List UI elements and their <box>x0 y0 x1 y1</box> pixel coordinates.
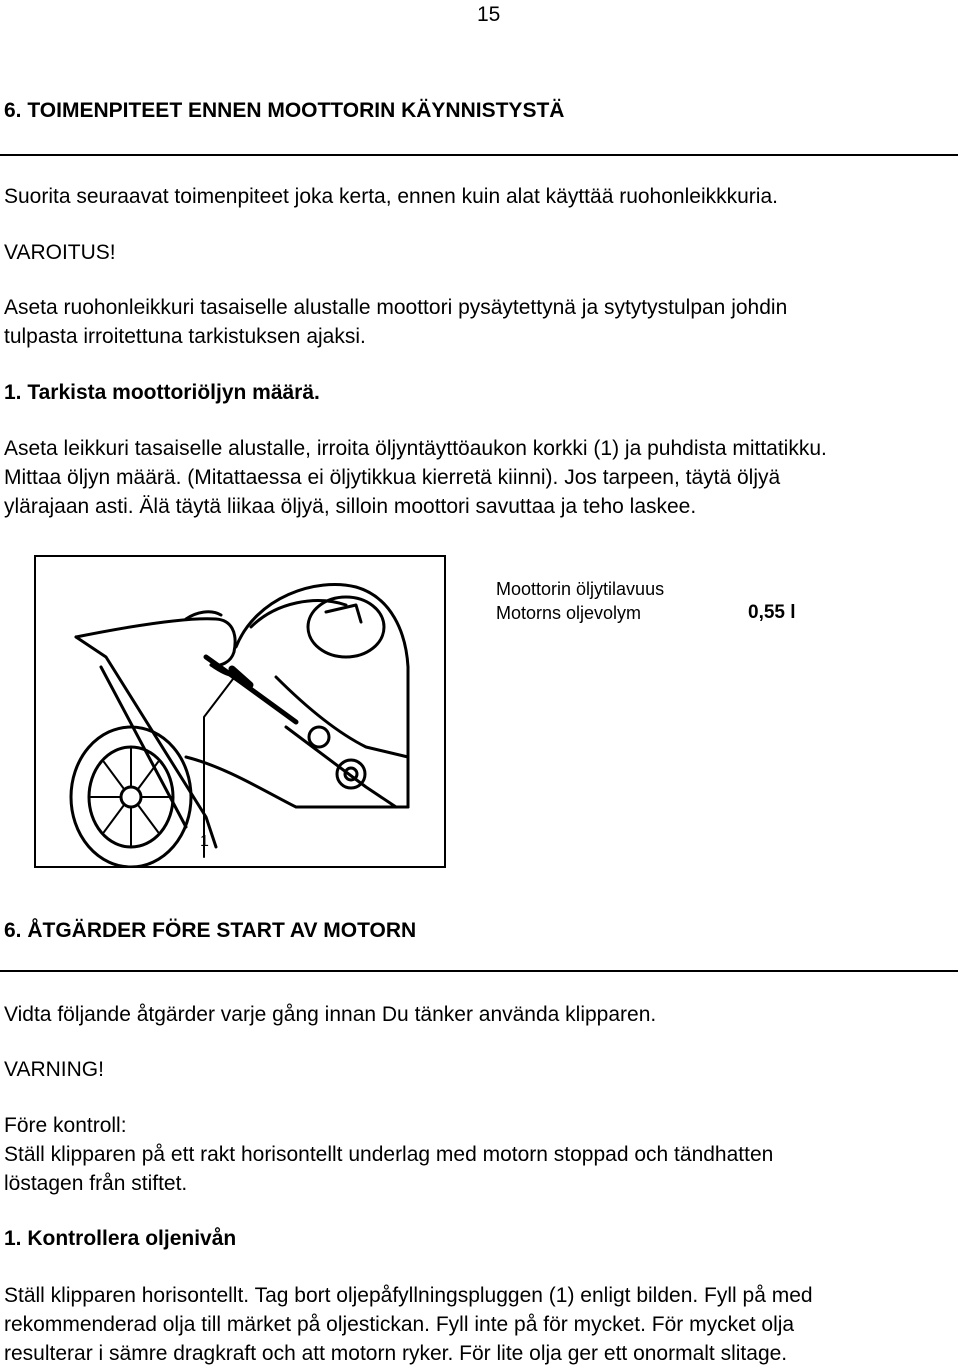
warning-line-fi-2: tulpasta irroitettuna tarkistuksen ajaksi. <box>4 325 366 348</box>
pre-check-label-sv: Före kontroll: <box>4 1114 127 1137</box>
warning-line-fi-1: Aseta ruohonleikkuri tasaiselle alustalle moottori pysäytettynä ja sytytystulpan johdin <box>4 296 788 319</box>
step-line-sv-1: Ställ klipparen horisontellt. Tag bort oljepåfyllningspluggen (1) enligt bilden. Fyll på med <box>4 1284 813 1307</box>
step-title-fi: 1. Tarkista moottoriöljyn määrä. <box>4 381 320 404</box>
section-heading-sv: 6. ÅTGÄRDER FÖRE START AV MOTORN <box>4 919 417 942</box>
page-number: 15 <box>477 3 501 26</box>
step-line-fi-3: ylärajaan asti. Älä täytä liikaa öljyä, silloin moottori savuttaa ja teho laskee. <box>4 495 697 518</box>
oil-capacity-label-sv: Motorns oljevolym <box>496 603 642 623</box>
pre-check-line-sv-2: löstagen från stiftet. <box>4 1172 188 1195</box>
oil-capacity-value: 0,55 l <box>748 602 796 623</box>
callout-label: 1 <box>200 833 209 850</box>
intro-text-sv: Vidta följande åtgärder varje gång innan Du tänker använda klipparen. <box>4 1003 657 1026</box>
pre-check-line-sv-1: Ställ klipparen på ett rakt horisontellt underlag med motorn stoppad och tändhatten <box>4 1143 774 1166</box>
oil-check-illustration <box>34 555 796 868</box>
step-line-sv-2: rekommenderad olja till märket på oljestickan. Fyll inte på för mycket. För mycket olja <box>4 1313 795 1336</box>
mower-engine-drawing <box>36 557 444 866</box>
warning-label-fi: VAROITUS! <box>4 241 116 264</box>
warning-label-sv: VARNING! <box>4 1058 104 1081</box>
heading-rule-sv <box>0 970 958 972</box>
step-line-fi-2: Mittaa öljyn määrä. (Mitattaessa ei öljytikkua kierretä kiinni). Jos tarpeen, täytä öljyä <box>4 466 781 489</box>
step-line-fi-1: Aseta leikkuri tasaiselle alustalle, irroita öljyntäyttöaukon korkki (1) ja puhdista mittatikku. <box>4 437 827 460</box>
section-heading-fi: 6. TOIMENPITEET ENNEN MOOTTORIN KÄYNNISTYSTÄ <box>4 99 565 122</box>
heading-rule-fi <box>0 154 958 156</box>
intro-text-fi: Suorita seuraavat toimenpiteet joka kerta, ennen kuin alat käyttää ruohonleikkkuria. <box>4 185 778 208</box>
step-line-sv-3: resulterar i sämre dragkraft och att motorn ryker. För lite olja ger ett onormalt slitage. <box>4 1342 788 1365</box>
step-title-sv: 1. Kontrollera oljenivån <box>4 1227 237 1250</box>
oil-capacity-label-fi: Moottorin öljytilavuus <box>496 579 665 599</box>
